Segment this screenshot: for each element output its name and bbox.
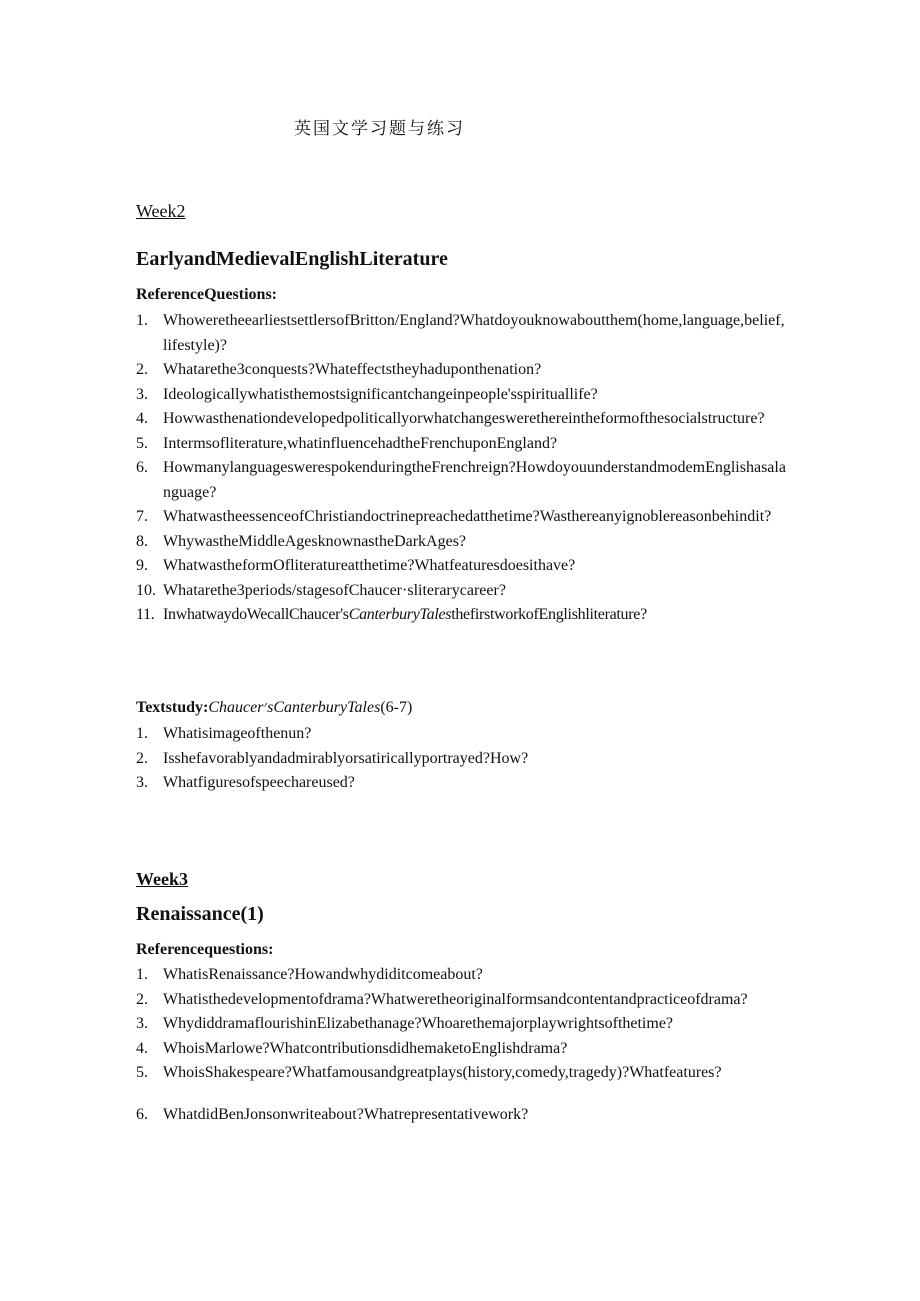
list-item: 6. HowmanylanguageswerespokenduringtheFrenchreign?HowdoyouunderstandmodemEnglishasalanguage? <box>136 459 786 501</box>
week3-label: Week3 <box>136 869 188 889</box>
list-item: 3. Whatfiguresofspeechareused? <box>136 774 355 791</box>
textstudy-heading: Textstudy:Chaucer׳sCanterburyTales(6-7) <box>136 699 413 716</box>
week2-question-list <box>136 309 786 628</box>
week2-heading: EarlyandMedievalEnglishLiterature <box>136 248 448 270</box>
week3-heading: Renaissance(1) <box>136 903 264 925</box>
week2-label: Week2 <box>136 201 186 221</box>
list-item: 2. Whatisthedevelopmentofdrama?Whatweretheoriginalformsandcontentandpracticeofdrama? <box>136 990 748 1008</box>
list-item: 6. WhatdidBenJonsonwriteabout?Whatrepresentativework? <box>136 1105 529 1123</box>
week2-reference-label: ReferenceQuestions: <box>136 286 277 303</box>
week3-reference-label: Referencequestions: <box>136 941 274 958</box>
list-item: 10. Whatarethe3periods/stagesofChaucer·sliterarycareer? <box>136 581 506 599</box>
list-item: 3. WhydiddramaflourishinElizabethanage?Whoarethemajorplaywrightsofthetime? <box>136 1015 674 1032</box>
list-item: 4. Howwasthenationdevelopedpoliticallyorwhatchangeswerethereintheformofthesocialstructure? <box>136 410 765 427</box>
list-item: 11. InwhatwaydoWecallChaucer'sCanterburyTalesthefirstworkofEnglishliterature? <box>136 606 647 623</box>
list-item: 9. WhatwastheformOfliteratureatthetime?Whatfeaturesdoesithave? <box>136 557 576 574</box>
list-item: 4. WhoisMarlowe?WhatcontributionsdidhemaketoEnglishdrama? <box>136 1039 568 1057</box>
list-item: 2. Isshefavorablyandadmirablyorsatiricallyportrayed?How? <box>136 749 529 767</box>
list-item: 1. WhatisRenaissance?Howandwhydiditcomeabout? <box>136 966 483 983</box>
list-item: 7. WhatwastheessenceofChristiandoctrinepreachedatthetime?Wasthereanyignoblereasonbehindit? <box>136 508 772 525</box>
document-title: 英国文学习题与练习 <box>294 119 465 138</box>
list-item: 3. Ideologicallywhatisthemostsignificantchangeinpeople'sspirituallife? <box>136 385 598 403</box>
list-item: 5. WhoisShakespeare?Whatfamousandgreatplays(history,comedy,tragedy)?Whatfeatures? <box>136 1064 722 1081</box>
textstudy-question-list <box>136 722 786 796</box>
list-item: 8. WhywastheMiddleAgesknownastheDarkAges? <box>136 532 467 550</box>
week3-question-list <box>136 963 786 1127</box>
list-item: 2. Whatarethe3conquests?Whateffectstheyhaduponthenation? <box>136 361 542 378</box>
list-item: 5. Intermsofliterature,whatinfluencehadtheFrenchuponEngland? <box>136 434 558 452</box>
list-item: 1. Whatisimageofthenun? <box>136 725 312 742</box>
list-item: 1. WhoweretheearliestsettlersofBritton/England?Whatdoyouknowaboutthem(home,language,belief,lifestyle)? <box>136 312 785 354</box>
